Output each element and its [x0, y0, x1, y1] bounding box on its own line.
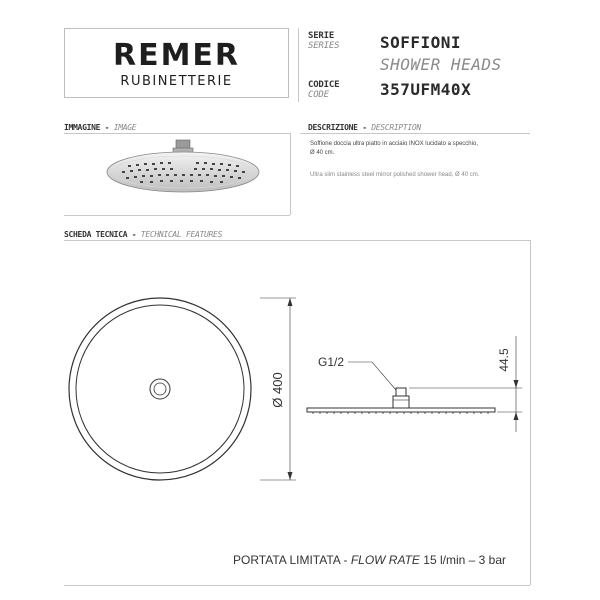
flow-rate-value: 15 l/min – 3 bar	[423, 553, 506, 567]
flow-rate-label: PORTATA LIMITATA -	[233, 553, 348, 567]
image-box-right	[290, 133, 291, 215]
side-connector-thread	[396, 388, 406, 396]
image-label: IMMAGINE -	[64, 123, 110, 132]
thread-label: G1/2	[318, 355, 345, 369]
description-text-it-2: Ø 40 cm.	[310, 150, 335, 156]
height-label: 44.5	[497, 348, 511, 372]
side-plate	[307, 408, 495, 412]
height-arrow-top	[514, 380, 519, 388]
technical-section-header	[64, 230, 222, 239]
connector-inner-circle	[154, 383, 166, 395]
technical-box-bottom	[64, 585, 530, 586]
series-value-en: SHOWER HEADS	[380, 55, 502, 74]
description-label: DESCRIZIONE -	[308, 123, 367, 132]
diameter-arrow-top	[288, 298, 293, 306]
image-label-en: IMAGE	[113, 123, 137, 132]
technical-drawing	[60, 282, 530, 502]
code-value: 357UFM40X	[380, 80, 472, 99]
description-label-en: DESCRIPTION	[371, 123, 421, 132]
image-box-bottom	[64, 215, 290, 216]
side-connector-body	[393, 396, 409, 408]
flow-rate-label-en: FLOW RATE	[350, 553, 420, 567]
plate-outer-circle	[69, 298, 251, 480]
brand-subtitle: RUBINETTERIE	[120, 74, 233, 89]
technical-header-rule	[64, 240, 530, 241]
brand-logo	[64, 28, 289, 98]
diameter-arrow-bottom	[288, 472, 293, 480]
technical-box-right	[530, 240, 531, 585]
series-label-en: SERIES	[308, 41, 340, 51]
image-header-rule	[64, 133, 290, 134]
image-section-header	[64, 123, 136, 132]
thread-leader	[348, 362, 396, 390]
product-image	[100, 138, 270, 200]
series-label: SERIE	[308, 31, 335, 41]
technical-label-en: TECHNICAL FEATURES	[140, 230, 223, 239]
description-text-en: Ultra slim stainless steel mirror polished shower head, Ø 40 cm.	[310, 172, 480, 178]
code-label: CODICE	[308, 80, 340, 90]
code-label-en: CODE	[308, 90, 329, 100]
connector-outer-circle	[150, 379, 170, 399]
series-value: SOFFIONI	[380, 33, 462, 52]
description-text-it-1: Soffione doccia ultra piatto in acciaio INOX lucidato a specchio,	[310, 141, 478, 147]
height-arrow-bottom	[514, 412, 519, 420]
header-divider	[298, 28, 299, 102]
flow-rate	[233, 553, 506, 567]
description-header-rule	[300, 133, 530, 134]
description-section-header	[308, 123, 421, 132]
technical-label: SCHEDA TECNICA -	[64, 230, 137, 239]
brand-name: REMER	[112, 38, 241, 73]
diameter-label: Ø 400	[270, 372, 285, 408]
plate-inner-circle	[76, 305, 244, 473]
